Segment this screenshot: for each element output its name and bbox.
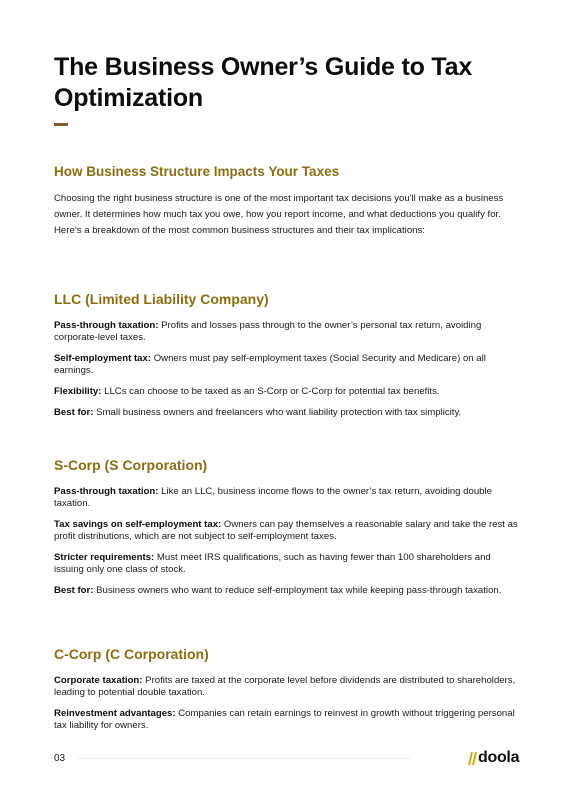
- paragraph: [54, 386, 520, 398]
- paragraph-text: Like an LLC, business income flows to the owner’s tax return, avoiding double taxation.: [54, 486, 492, 509]
- paragraph-label: Tax savings on self-employment tax:: [54, 519, 222, 530]
- footer-divider: [78, 758, 410, 759]
- paragraph-label: Pass-through taxation:: [54, 320, 159, 331]
- paragraph-text: Business owners who want to reduce self-employment tax while keeping pass-through taxation.: [93, 585, 502, 596]
- main-heading: How Business Structure Impacts Your Taxes: [54, 164, 340, 179]
- paragraph-label: Self-employment tax:: [54, 353, 152, 364]
- paragraph-text: Owners can pay themselves a reasonable salary and take the rest as profit distributions, which are not subject to self-employment taxes.: [54, 519, 518, 542]
- section-s-corp: [54, 456, 520, 597]
- paragraph: [54, 407, 520, 419]
- page-title: [54, 52, 520, 114]
- title-accent-bar: [54, 123, 68, 126]
- paragraph: [54, 486, 520, 510]
- paragraph-text: Companies can retain earnings to reinvest in growth without triggering personal tax liability for owners.: [54, 708, 515, 731]
- paragraph-label: Reinvestment advantages:: [54, 708, 176, 719]
- paragraph-text: LLCs can choose to be taxed as an S-Corp or C-Corp for potential tax benefits.: [101, 386, 440, 397]
- paragraph: [54, 708, 520, 732]
- section-heading: LLC (Limited Liability Company): [54, 291, 269, 307]
- paragraph-label: Best for:: [54, 407, 94, 418]
- page-title-line-2: Optimization: [54, 84, 203, 112]
- paragraph-label: Corporate taxation:: [54, 675, 143, 686]
- paragraph: [54, 552, 520, 576]
- paragraph-label: Flexibility:: [54, 386, 102, 397]
- paragraph-label: Best for:: [54, 585, 94, 596]
- section-heading: S-Corp (S Corporation): [54, 457, 208, 473]
- paragraph-label: Stricter requirements:: [54, 552, 155, 563]
- paragraph-text: Profits are taxed at the corporate level before dividends are distributed to shareholders, leading to potential double taxation.: [54, 675, 516, 698]
- paragraph: [54, 320, 520, 344]
- page-number: 03: [54, 753, 66, 764]
- page-title-line-1: The Business Owner’s Guide to Tax: [54, 53, 473, 81]
- paragraph-label: Pass-through taxation:: [54, 486, 159, 497]
- paragraph-text: Must meet IRS qualifications, such as having fewer than 100 shareholders and issuing only one class of stock.: [54, 552, 491, 575]
- paragraph-text: Owners must pay self-employment taxes (Social Security and Medicare) on all earnings.: [54, 353, 486, 376]
- logo-wordmark: doola: [478, 749, 520, 766]
- intro-paragraph: Choosing the right business structure is one of the most important tax decisions you'll make as a business owner. It determines how much tax you owe, how you report income, and what deductions you qualify for. Here’s a breakdown of the most common business structures and their tax implications:: [54, 193, 504, 237]
- page-header: [54, 52, 520, 249]
- section-heading: C-Corp (C Corporation): [54, 646, 209, 662]
- paragraph-text: Small business owners and freelancers who want liability protection with tax simplicity.: [93, 407, 462, 418]
- section-c-corp: [54, 645, 520, 732]
- section-llc: [54, 290, 520, 419]
- paragraph: [54, 675, 520, 699]
- paragraph: [54, 519, 520, 543]
- paragraph-text: Profits and losses pass through to the owner’s personal tax return, avoiding corporate-level taxes.: [54, 320, 482, 343]
- doola-logo: [465, 748, 521, 768]
- paragraph: [54, 585, 520, 597]
- paragraph: [54, 353, 520, 377]
